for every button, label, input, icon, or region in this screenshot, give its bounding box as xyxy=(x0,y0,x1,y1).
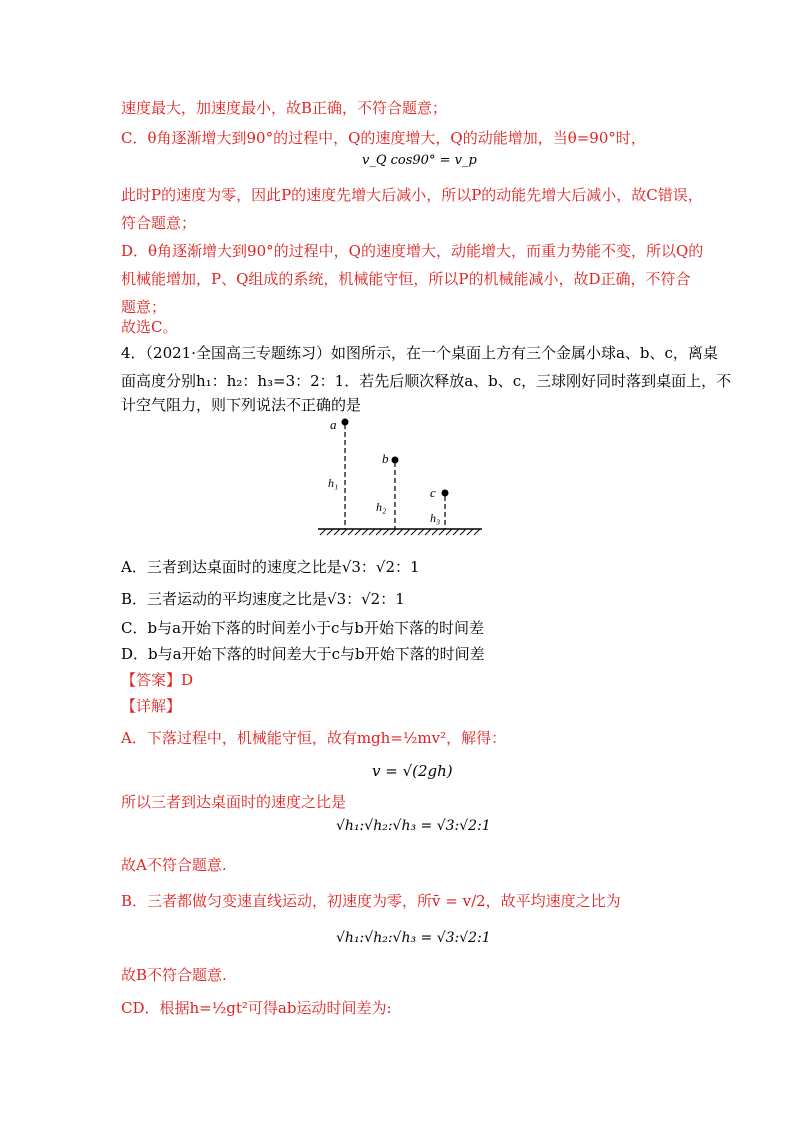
detail-a-conclusion: 故A不符合题意. xyxy=(121,856,227,874)
detail-a-line: A．下落过程中，机械能守恒，故有mgh=½mv²，解得： xyxy=(121,729,507,747)
detail-label: 【详解】 xyxy=(121,697,182,715)
detail-b-line: B．三者都做匀变速直线运动，初速度为零，所v̄ = v/2，故平均速度之比为 xyxy=(121,892,621,910)
height-label-h3: h₃ xyxy=(430,511,441,525)
solution-c-line1: C．θ角逐渐增大到90°的过程中，Q的速度增大，Q的动能增加，当θ=90°时， xyxy=(121,129,646,147)
option-b: B．三者运动的平均速度之比是√3：√2：1 xyxy=(121,590,405,608)
height-label-h1: h₁ xyxy=(328,476,339,490)
option-c: C．b与a开始下落的时间差小于c与b开始下落的时间差 xyxy=(121,619,485,637)
ball-a xyxy=(342,419,349,426)
formula-vq-cos90: v_Q cos90° = v_p xyxy=(362,153,477,168)
solution-b-tail: 速度最大，加速度最小，故B正确，不符合题意； xyxy=(121,99,448,117)
detail-b-conclusion: 故B不符合题意. xyxy=(121,966,227,984)
solution-d-line2: 机械能增加，P、Q组成的系统，机械能守恒，所以P的机械能减小，故D正确，不符合 xyxy=(121,270,691,288)
formula-v-sqrt2gh: v = √(2gh) xyxy=(372,762,453,780)
formula-sqrt-ratio-2: √h₁:√h₂:√h₃ = √3:√2:1 xyxy=(336,930,491,946)
height-label-h2: h₂ xyxy=(376,500,387,514)
ball-c xyxy=(442,490,449,497)
question-line3: 计空气阻力，则下列说法不正确的是 xyxy=(121,396,362,414)
question-line2: 面高度分别h₁：h₂：h₃=3：2：1．若先后顺次释放a、b、c，三球刚好同时落到桌面上，不 xyxy=(121,372,732,390)
solution-conclusion: 故选C。 xyxy=(121,318,178,336)
option-a: A．三者到达桌面时的速度之比是√3：√2：1 xyxy=(121,558,420,576)
ground-hatch xyxy=(320,529,480,535)
ball-label-b: b xyxy=(382,451,389,466)
ball-label-a: a xyxy=(330,417,337,432)
detail-a-line2: 所以三者到达桌面时的速度之比是 xyxy=(121,793,347,811)
formula-sqrt-ratio-1: √h₁:√h₂:√h₃ = √3:√2:1 xyxy=(336,818,491,834)
solution-d-line3: 题意； xyxy=(121,298,167,316)
solution-c-line2: 此时P的速度为零，因此P的速度先增大后减小，所以P的动能先增大后减小，故C错误， xyxy=(121,186,703,204)
answer-line: 【答案】D xyxy=(121,671,194,689)
solution-d-line1: D．θ角逐渐增大到90°的过程中，Q的速度增大，动能增大，而重力势能不变，所以Q的 xyxy=(121,242,704,260)
solution-c-line3: 符合题意； xyxy=(121,214,197,232)
ball-b xyxy=(392,457,399,464)
detail-cd-line: CD．根据h=½gt²可得ab运动时间差为: xyxy=(121,999,392,1017)
ball-label-c: c xyxy=(430,485,436,500)
falling-balls-figure xyxy=(310,405,490,545)
option-d: D．b与a开始下落的时间差大于c与b开始下落的时间差 xyxy=(121,645,485,663)
question-line1: 4．（2021·全国高三专题练习）如图所示，在一个桌面上方有三个金属小球a、b、c，离桌 xyxy=(121,344,718,362)
